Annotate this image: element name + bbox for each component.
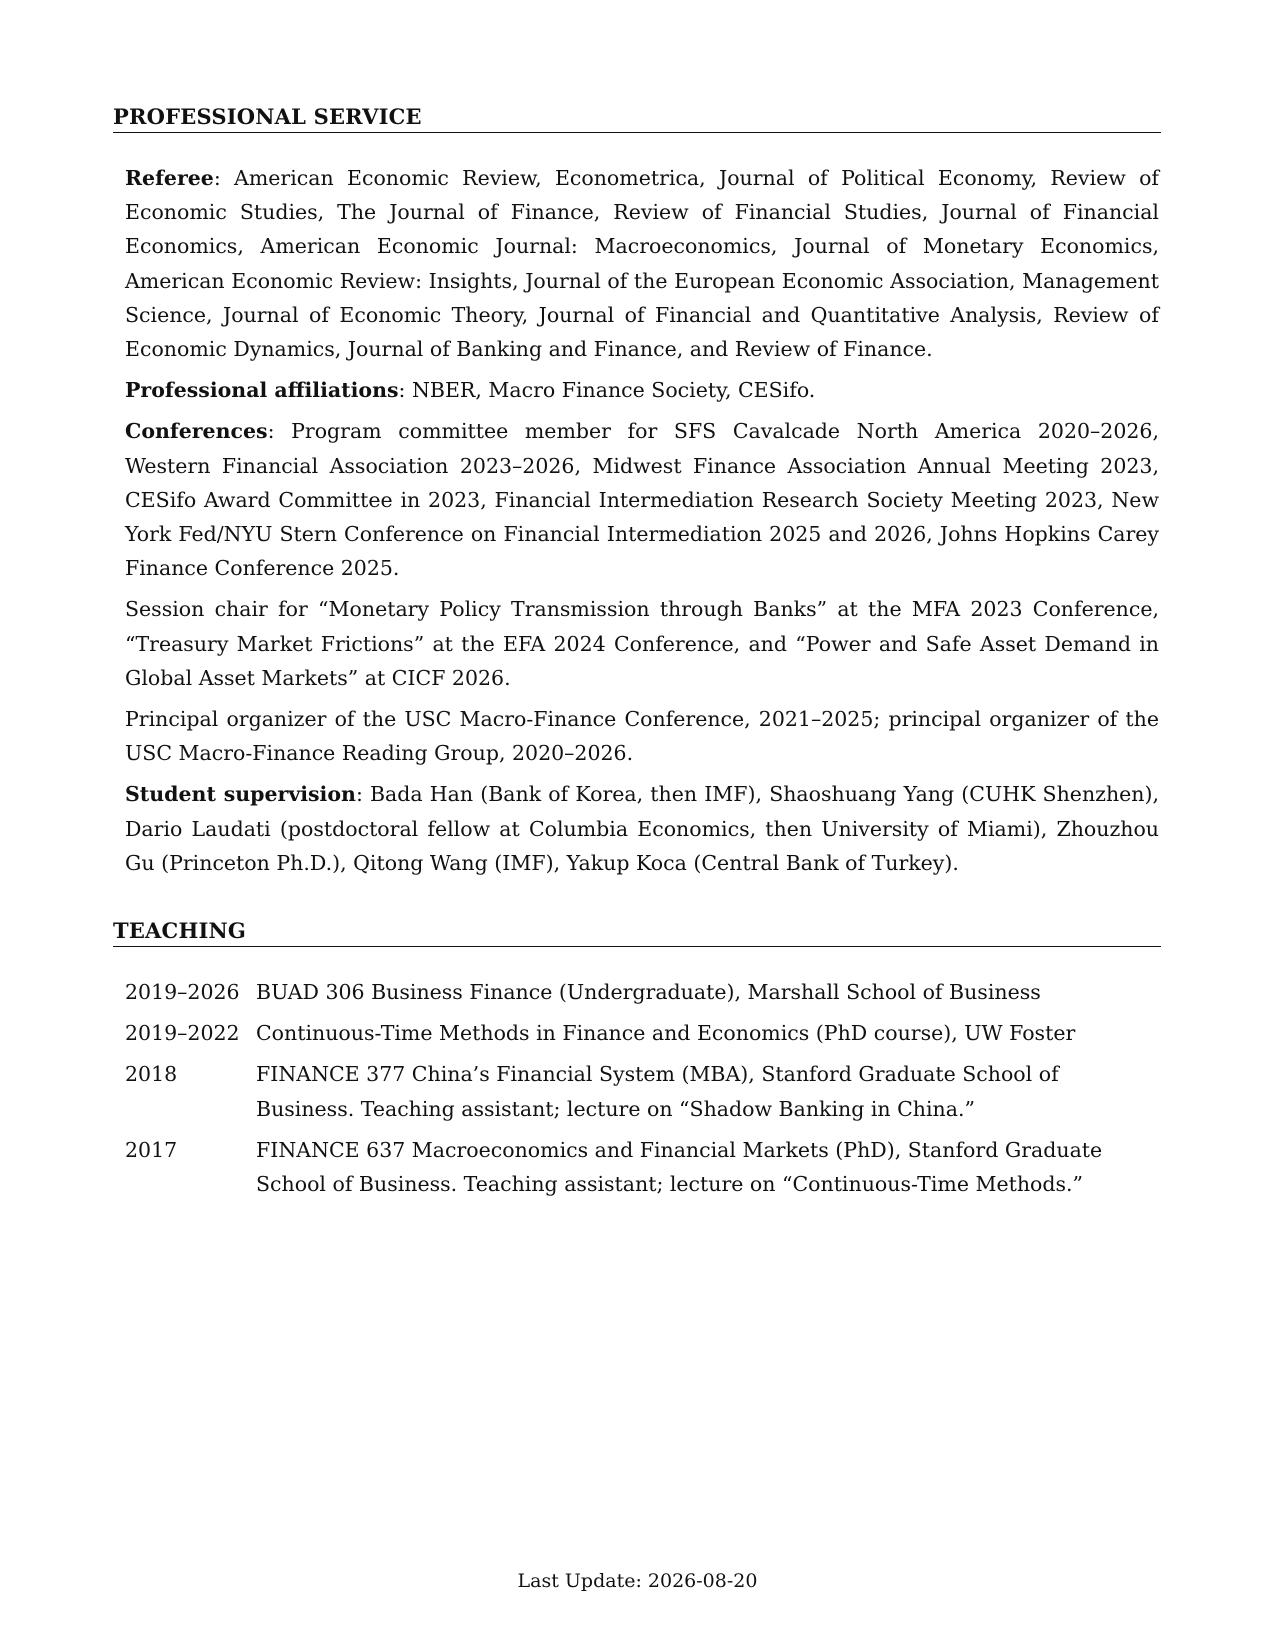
cv-page	[113, 104, 1161, 1208]
conferences-paragraph	[125, 414, 1159, 585]
affiliations-text: : NBER, Macro Finance Society, CESifo.	[398, 378, 816, 403]
supervision-label: Student supervision	[125, 782, 356, 807]
teaching-description: FINANCE 377 China’s Financial System (MBA), Stanford Graduate School of Business. Teaching assistant; lecture on “Shadow Banking in China.”	[256, 1062, 1059, 1121]
teaching-year: 2017	[125, 1137, 178, 1162]
last-update-footer: Last Update: 2026-08-20	[517, 1570, 758, 1592]
teaching-description: BUAD 306 Business Finance (Undergraduate), Marshall School of Business	[256, 980, 1041, 1005]
supervision-text: : Bada Han (Bank of Korea, then IMF), Shaoshuang Yang (CUHK Shenzhen), Dario Laudati (postdoctoral fellow at Columbia Economics, then University of Miami), Zhouzhou Gu (Princeton Ph.D.), Qitong Wang (IMF), Yakup Koca (Central Bank of Turkey).	[125, 782, 1159, 875]
professional-service-body	[113, 133, 1161, 880]
referee-text: : American Economic Review, Econometrica, Journal of Political Economy, Review of Economic Studies, The Journal of Finance, Review of Financial Studies, Journal of Financial Economics, American Economic Journal: Macroeconomics, Journal of Monetary Economics, American Economic Review: Insights, Journal of the European Economic Association, Management Science, Journal of Economic Theory, Journal of Financial and Quantitative Analysis, Review of Economic Dynamics, Journal of Banking and Finance, and Review of Finance.	[125, 166, 1159, 362]
supervision-paragraph	[125, 777, 1159, 880]
referee-label: Referee	[125, 166, 214, 190]
affiliations-label: Professional affiliations	[125, 378, 399, 403]
teaching-heading: TEACHING	[113, 918, 1161, 947]
teaching-row	[125, 1016, 1161, 1050]
conferences-text: : Program committee member for SFS Cavalcade North America 2020–2026, Western Financial Association 2023–2026, Midwest Finance Association Annual Meeting 2023, CESifo Award Committee in 2023, Financial Intermediation Research Society Meeting 2023, New York Fed/NYU Stern Conference on Financial Intermediation 2025 and 2026, Johns Hopkins Carey Finance Conference 2025.	[125, 419, 1159, 581]
teaching-row	[125, 1057, 1161, 1125]
professional-service-heading: PROFESSIONAL SERVICE	[113, 104, 1161, 133]
organizer-paragraph: Principal organizer of the USC Macro-Finance Conference, 2021–2025; principal organizer of the USC Macro-Finance Reading Group, 2020–2026.	[125, 707, 1159, 766]
referee-paragraph	[125, 161, 1159, 366]
teaching-year: 2019–2026	[125, 980, 240, 1005]
affiliations-paragraph	[125, 373, 1159, 407]
session-chair-paragraph: Session chair for “Monetary Policy Transmission through Banks” at the MFA 2023 Conference, “Treasury Market Frictions” at the EFA 2024 Conference, and “Power and Safe Asset Demand in Global Asset Markets” at CICF 2026.	[125, 597, 1159, 690]
teaching-row	[125, 1133, 1161, 1201]
teaching-list	[113, 947, 1161, 1201]
teaching-description: Continuous-Time Methods in Finance and Economics (PhD course), UW Foster	[256, 1021, 1076, 1046]
teaching-row	[125, 975, 1161, 1009]
conferences-label: Conferences	[125, 419, 268, 444]
teaching-description: FINANCE 637 Macroeconomics and Financial Markets (PhD), Stanford Graduate School of Business. Teaching assistant; lecture on “Continuous-Time Methods.”	[256, 1137, 1103, 1197]
teaching-year: 2019–2022	[125, 1021, 240, 1046]
teaching-year: 2018	[125, 1062, 178, 1087]
